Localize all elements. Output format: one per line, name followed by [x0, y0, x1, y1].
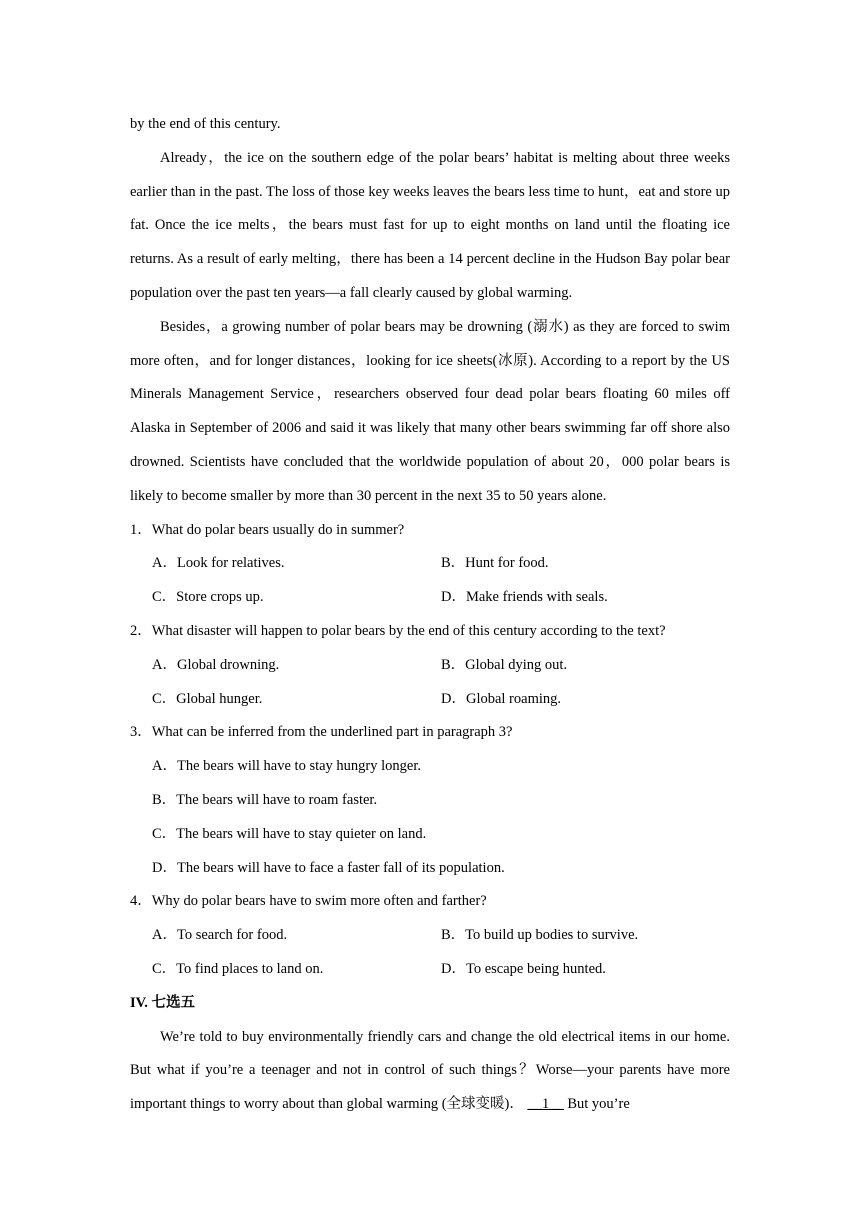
question-1: [130, 514, 730, 615]
question-3: [130, 716, 730, 885]
option-a: A．Look for relatives.: [152, 555, 285, 572]
option-a: A．The bears will have to stay hungry longer.: [152, 758, 421, 775]
option-b: B．The bears will have to roam faster.: [152, 791, 378, 808]
question-stem: 3．What can be inferred from the underlined part in paragraph 3?: [130, 724, 513, 741]
passage-continuation: by the end of this century.: [130, 116, 281, 132]
option-a: A．Global drowning.: [152, 656, 280, 673]
document-page: [130, 108, 730, 1122]
option-d: D．To escape being hunted.: [441, 960, 606, 977]
option-row: [152, 919, 730, 953]
section-paragraph-tail: But you’re: [563, 1096, 630, 1113]
section-title: IV. 七选五: [130, 994, 195, 1011]
option-d: D．Global roaming.: [441, 690, 562, 707]
section-paragraph: [130, 1021, 730, 1122]
question-stem: 1．What do polar bears usually do in summer?: [130, 521, 405, 538]
option-row: [152, 547, 730, 581]
option-c: C．Store crops up.: [152, 589, 264, 606]
section-paragraph-text: We’re told to buy environmentally friendly cars and change the old electrical items in our home. But what if you’re a teenager and not in control of such things？Worse—your parents have more important things to worry about than global warming (全球变暖)．: [130, 1028, 730, 1113]
option-row: [152, 953, 730, 987]
question-2: [130, 615, 730, 716]
question-4: [130, 885, 730, 986]
option-c: C．Global hunger.: [152, 690, 263, 707]
passage-paragraph-2: Already，the ice on the southern edge of the polar bears’ habitat is melting about three weeks earlier than in the past. The loss of those key weeks leaves the bears less time to hunt，eat and store up fat. Once the ice melts，the bears must fast for up to eight months on land until the floating ice returns. As a result of early melting，there has been a 14 percent decline in the Hudson Bay polar bear population over the past ten years—a fall clearly caused by global warming.: [130, 149, 730, 301]
option-row: [152, 649, 730, 683]
option-b: B．Global dying out.: [441, 656, 568, 673]
option-c: C．To find places to land on.: [152, 960, 324, 977]
option-row: [152, 581, 730, 615]
option-row: [152, 683, 730, 717]
question-stem: 4．Why do polar bears have to swim more often and farther?: [130, 893, 487, 910]
option-b: B．To build up bodies to survive.: [441, 927, 639, 944]
option-a: A．To search for food.: [152, 927, 288, 944]
passage-paragraph-3: Besides，a growing number of polar bears may be drowning (溺水) as they are forced to swim more often，and for longer distances，looking for ice sheets(冰原). According to a report by the US Minerals Management Service，researchers observed four dead polar bears floating 60 miles off Alaska in September of 2006 and said it was likely that many other bears swimming far off shore also drowned. Scientists have concluded that the worldwide population of about 20，000 polar bears is likely to become smaller by more than 30 percent in the next 35 to 50 years alone.: [130, 318, 730, 504]
option-b: B．Hunt for food.: [441, 555, 549, 572]
blank-1: __1__: [527, 1096, 564, 1113]
option-d: D．Make friends with seals.: [441, 589, 608, 606]
option-c: C．The bears will have to stay quieter on land.: [152, 825, 427, 842]
question-stem: 2．What disaster will happen to polar bears by the end of this century according to the text?: [130, 622, 666, 639]
option-d: D．The bears will have to face a faster fall of its population.: [152, 859, 505, 876]
